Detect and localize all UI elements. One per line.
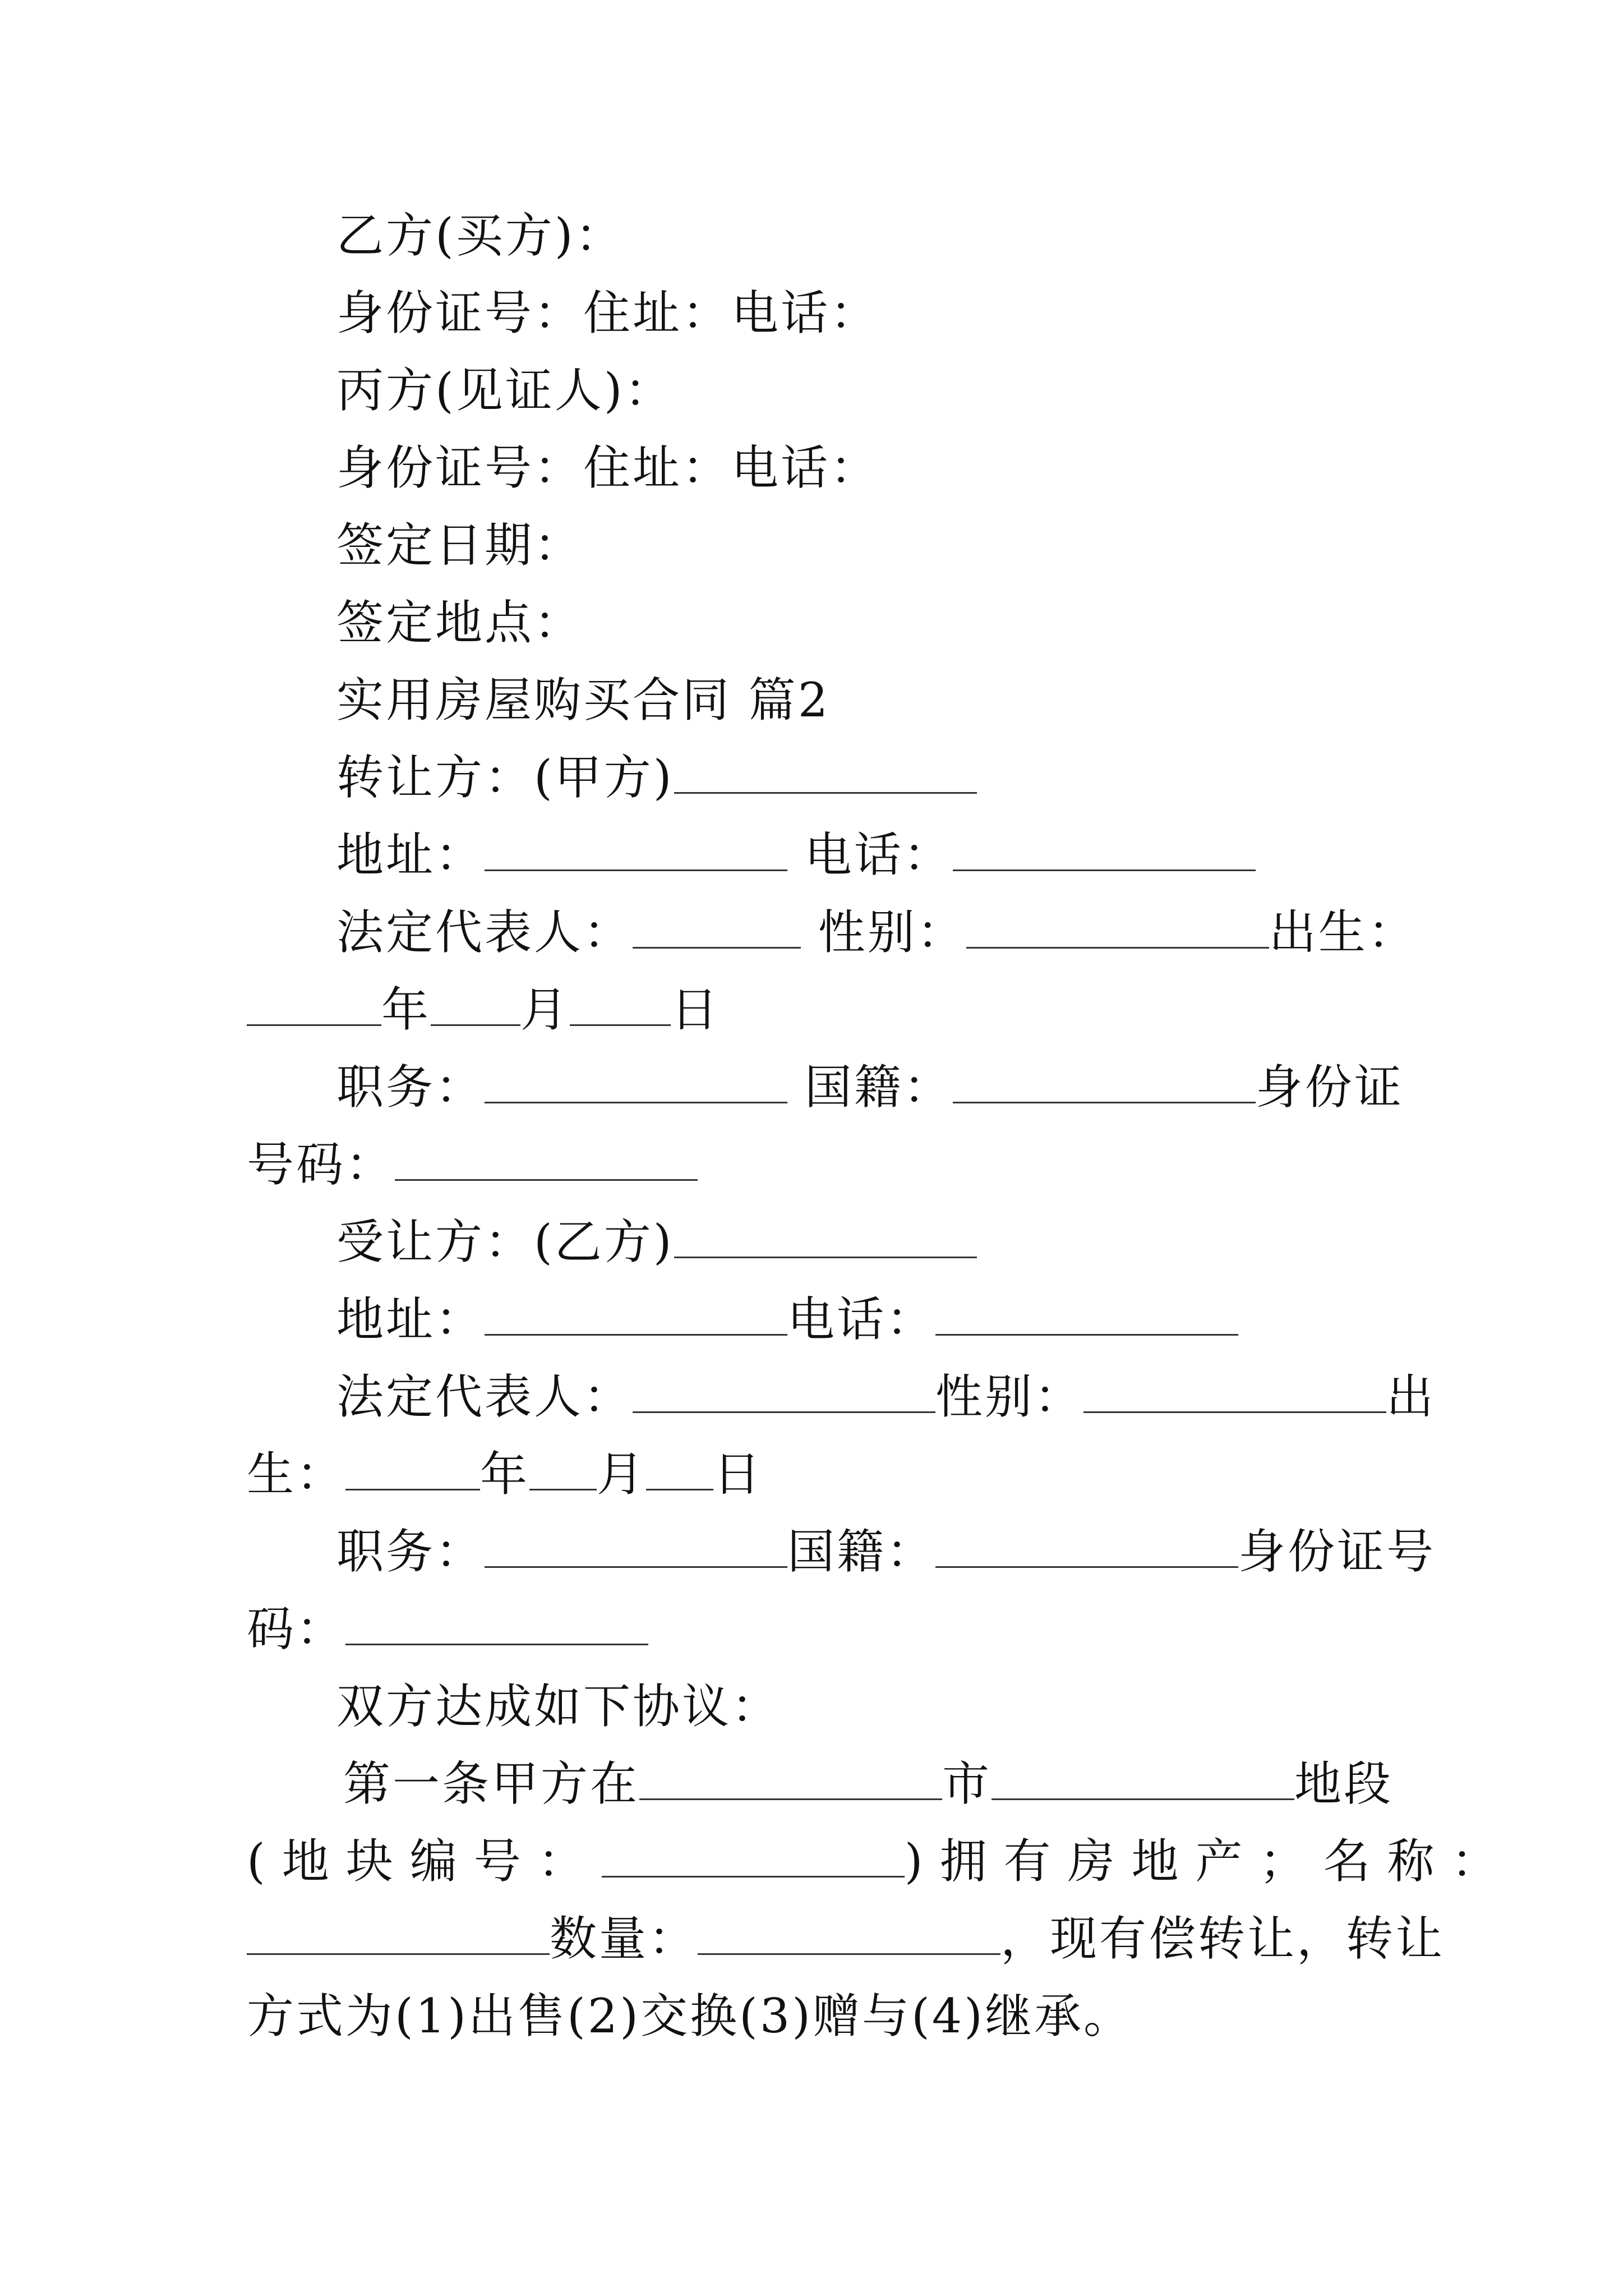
article-1-line-3: 数量： ，现有偿转让，转让 — [247, 1911, 1445, 1967]
blank-field — [633, 1372, 935, 1413]
blank-field — [485, 1295, 787, 1336]
article-1-line-4: 方式为(1)出售(2)交换(3)赠与(4)继承。 — [247, 1989, 1133, 2044]
witness-label: 丙方(见证人)： — [336, 363, 674, 418]
blank-field — [674, 753, 977, 794]
witness-id-line: 身份证号：住址：电话： — [336, 440, 880, 495]
blank-field — [602, 1837, 905, 1878]
article-1-line-2: (地块编号： )拥有房地产；名称： — [247, 1834, 1515, 1889]
blank-field — [395, 1140, 698, 1181]
blank-field — [992, 1759, 1294, 1800]
blank-field — [345, 1450, 480, 1490]
blank-field — [633, 908, 801, 949]
blank-field — [674, 1217, 977, 1258]
transferee-legal-rep: 法定代表人： 性别： 出 — [336, 1369, 1436, 1424]
blank-field — [953, 1062, 1256, 1103]
buyer-id-line: 身份证号：住址：电话： — [336, 286, 880, 341]
sign-place: 签定地点： — [336, 595, 584, 650]
transferee-contact: 地址： 电话： — [336, 1291, 1238, 1347]
section-title: 实用房屋购买合同 篇2 — [336, 673, 831, 728]
buyer-label: 乙方(买方)： — [336, 208, 625, 263]
transferor-legal-rep: 法定代表人： 性别： 出生： — [336, 905, 1417, 960]
transferor-contact: 地址： 电话： — [336, 827, 1256, 883]
blank-field — [345, 1604, 648, 1645]
transferee-id-number: 码： — [247, 1601, 648, 1657]
transferee-label: 受让方：(乙方) — [336, 1214, 977, 1270]
transferee-position: 职务： 国籍： 身份证号 — [336, 1524, 1436, 1579]
blank-field — [529, 1450, 597, 1490]
blank-field — [953, 830, 1256, 871]
blank-field — [485, 1062, 787, 1103]
blank-field — [1083, 1372, 1386, 1413]
blank-field — [247, 1914, 550, 1955]
blank-field — [646, 1450, 713, 1490]
transferor-id-number: 号码： — [247, 1137, 698, 1193]
blank-field — [485, 1527, 787, 1568]
blank-field — [639, 1759, 942, 1800]
blank-field — [431, 985, 520, 1026]
blank-field — [485, 830, 787, 871]
article-1-line-1: 第一条甲方在 市 地段 — [343, 1756, 1394, 1811]
transferor-position: 职务： 国籍： 身份证 — [336, 1060, 1404, 1115]
blank-field — [935, 1527, 1238, 1568]
blank-field — [935, 1295, 1238, 1336]
transferee-birth-date: 生： 年 月 日 — [247, 1447, 763, 1502]
blank-field — [966, 908, 1269, 949]
blank-field — [698, 1914, 1000, 1955]
transferor-label: 转让方：(甲方) — [336, 749, 977, 806]
blank-field — [570, 985, 671, 1026]
blank-field — [247, 985, 381, 1026]
transferor-birth-date: 年 月 日 — [247, 982, 720, 1038]
agreement-intro: 双方达成如下协议： — [336, 1679, 781, 1734]
sign-date: 签定日期： — [336, 518, 584, 573]
